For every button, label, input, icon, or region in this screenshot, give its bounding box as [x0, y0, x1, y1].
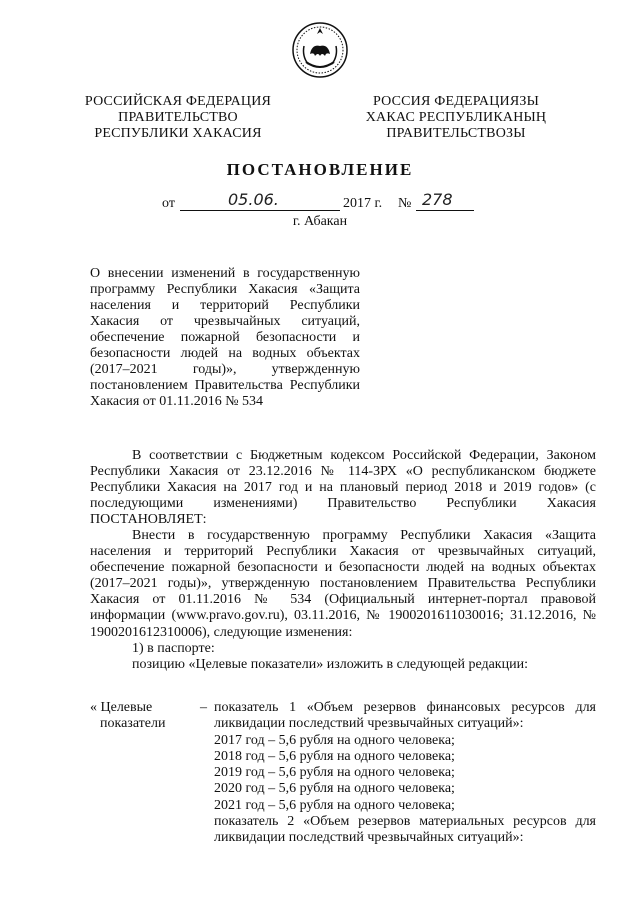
header-right [358, 94, 554, 142]
header-left-line: РЕСПУБЛИКИ ХАКАСИЯ [94, 126, 262, 141]
indicator-year: 2019 год – 5,6 рубля на одного человека; [214, 765, 455, 781]
indicator-2: показатель 2 «Объем резервов материальных ресурсов для ликвидации последствий чрезвычайных ситуаций»: [214, 814, 596, 846]
body-item-1-text: позицию «Целевые показатели» изложить в следующей редакции: [132, 656, 528, 672]
number-handwritten: 278 [422, 190, 453, 209]
header-left-line: РОССИЙСКАЯ ФЕДЕРАЦИЯ [84, 94, 272, 109]
document-title: ПОСТАНОВЛЕНИЕ [226, 160, 414, 179]
body-block-2 [90, 528, 596, 673]
date-prefix: от [162, 196, 175, 211]
body-item-1: 1) в паспорте: [132, 640, 215, 656]
table-dash: – [200, 700, 207, 715]
city-name: г. Абакан [292, 214, 348, 229]
date-year: 2017 г. [343, 196, 383, 211]
table-label-line: показатели [100, 716, 166, 731]
header-right-line: ХАКАС РЕСПУБЛИКАНЫҢ [365, 110, 547, 125]
number-sign: № [398, 196, 412, 211]
body-paragraph-1: В соответствии с Бюджетным кодексом Российской Федерации, Законом Республики Хакасия от 23.12.2016 № 114-ЗРХ «О республиканском бюджете Республики Хакасия на 2017 год и на плановый период 2018 и 2019 годов» (с последующими изменениями) Правительство Республики Хакасия ПОСТАНОВЛЯЕТ: [90, 448, 596, 528]
table-label [90, 700, 190, 732]
header-right-line: РОССИЯ ФЕДЕРАЦИЯЗЫ [372, 94, 540, 109]
indicator-1: показатель 1 «Объем резервов финансовых ресурсов для ликвидации последствий чрезвычайных ситуаций»: [214, 700, 596, 732]
indicator-year: 2017 год – 5,6 рубля на одного человека; [214, 732, 455, 748]
table-values [200, 700, 596, 847]
date-handwritten: 05.06. [228, 190, 279, 209]
body-paragraph-2: Внести в государственную программу Республики Хакасия «Защита населения и территорий Республики Хакасия от чрезвычайных ситуаций, обеспечение пожарной безопасности и безопасности людей на водных объектах (2017–2021 годы)», утвержденную постановлением Правительства Республики Хакасия от 01.11.2016 № 534 (Официальный интернет-портал правовой информации (www.pravo.gov.ru), 03.11.2016, № 1900201611030016; 31.12.2016, № 1900201612310006), следующие изменения: [90, 528, 596, 640]
indicator-year: 2020 год – 5,6 рубля на одного человека; [214, 781, 455, 797]
indicator-year: 2018 год – 5,6 рубля на одного человека; [214, 748, 455, 764]
header-left [78, 94, 278, 142]
coat-of-arms-emblem [292, 22, 348, 78]
document-subject: О внесении изменений в государственную программу Республики Хакасия «Защита населения и территорий Республики Хакасия от чрезвычайных ситуаций, обеспечение пожарной безопасности и безопасности людей на водных объектах (2017–2021 годы)», утвержденную постановлением Правительства Республики Хакасия от 01.11.2016 № 534 [90, 266, 360, 409]
header-left-line: ПРАВИТЕЛЬСТВО [118, 110, 238, 125]
table-label-line: « Целевые [90, 700, 153, 715]
header-right-line: ПРАВИТЕЛЬСТВОЗЫ [386, 126, 526, 141]
indicator-year: 2021 год – 5,6 рубля на одного человека; [214, 797, 455, 813]
